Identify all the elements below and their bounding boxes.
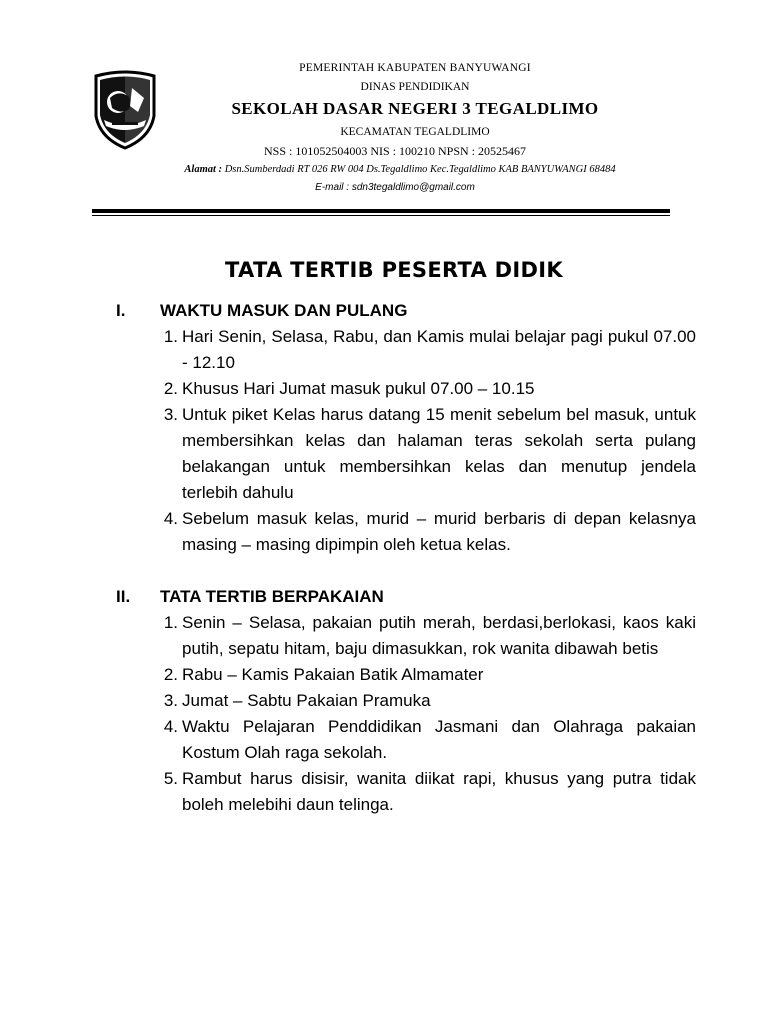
item-text: Untuk piket Kelas harus datang 15 menit sebelum bel masuk, untuk membersihkan kelas dan halaman teras sekolah serta pulang belakangan untuk membersihkan kelas dan menutup jendela terlebih dahulu xyxy=(182,405,696,502)
item-number: 3. xyxy=(163,405,178,424)
document-title: TATA TERTIB PESERTA DIDIK xyxy=(225,258,563,282)
item-text: Waktu Pelajaran Penddidikan Jasmani dan Olahraga pakaian Kostum Olah raga sekolah. xyxy=(182,717,696,762)
school-address xyxy=(100,160,700,180)
school-name: SEKOLAH DASAR NEGERI 3 TEGALDLIMO xyxy=(231,99,599,118)
item-text: Rambut harus disisir, wanita diikat rapi, khusus yang putra tidak boleh melebihi daun telinga. xyxy=(182,769,696,814)
letterhead-divider-thick xyxy=(92,209,670,213)
section-heading xyxy=(116,584,696,610)
letterhead-divider-thin xyxy=(92,215,670,216)
section-tata-tertib-berpakaian xyxy=(116,584,696,818)
section-heading xyxy=(116,298,696,324)
list-item xyxy=(116,714,696,766)
address-text: Dsn.Sumberdadi RT 026 RW 004 Ds.Tegaldlimo Kec.Tegaldlimo KAB BANYUWANGI 68484 xyxy=(222,164,616,175)
item-number: 3. xyxy=(163,691,178,710)
item-number: 1. xyxy=(163,613,178,632)
item-text: Sebelum masuk kelas, murid – murid berbaris di depan kelasnya masing – masing dipimpin oleh ketua kelas. xyxy=(182,509,696,554)
list-item xyxy=(116,662,696,688)
item-text: Khusus Hari Jumat masuk pukul 07.00 – 10.15 xyxy=(182,379,535,398)
district-name: KECAMATAN TEGALDLIMO xyxy=(340,126,490,138)
item-text: Jumat – Sabtu Pakaian Pramuka xyxy=(182,691,431,710)
section-waktu-masuk xyxy=(116,298,696,558)
item-number: 2. xyxy=(163,665,178,684)
list-item xyxy=(116,688,696,714)
item-number: 4. xyxy=(163,717,178,736)
section-number: I. xyxy=(116,301,126,320)
item-text: Senin – Selasa, pakaian putih merah, berdasi,berlokasi, kaos kaki putih, sepatu hitam, baju dimasukkan, rok wanita dibawah betis xyxy=(182,613,696,658)
item-number: 1. xyxy=(163,327,178,346)
rule-list xyxy=(116,324,696,558)
item-number: 4. xyxy=(163,509,178,528)
rule-list xyxy=(116,610,696,818)
list-item xyxy=(116,402,696,506)
letterhead xyxy=(100,58,700,196)
section-title: TATA TERTIB BERPAKAIAN xyxy=(160,587,384,606)
agency-name: DINAS PENDIDIKAN xyxy=(360,81,470,93)
item-number: 2. xyxy=(163,379,178,398)
item-text: Rabu – Kamis Pakaian Batik Almamater xyxy=(182,665,484,684)
section-number: II. xyxy=(116,587,131,606)
list-item xyxy=(116,506,696,558)
government-name: PEMERINTAH KABUPATEN BANYUWANGI xyxy=(299,62,531,74)
list-item xyxy=(116,610,696,662)
list-item xyxy=(116,324,696,376)
address-label: Alamat : xyxy=(184,164,223,175)
school-email: E-mail : sdn3tegaldlimo@gmail.com xyxy=(315,182,475,193)
school-ids: NSS : 101052504003 NIS : 100210 NPSN : 20525467 xyxy=(263,144,527,158)
item-text: Hari Senin, Selasa, Rabu, dan Kamis mulai belajar pagi pukul 07.00 - 12.10 xyxy=(182,327,696,372)
list-item xyxy=(116,376,696,402)
list-item xyxy=(116,766,696,818)
section-title: WAKTU MASUK DAN PULANG xyxy=(160,301,408,320)
item-number: 5. xyxy=(163,769,178,788)
